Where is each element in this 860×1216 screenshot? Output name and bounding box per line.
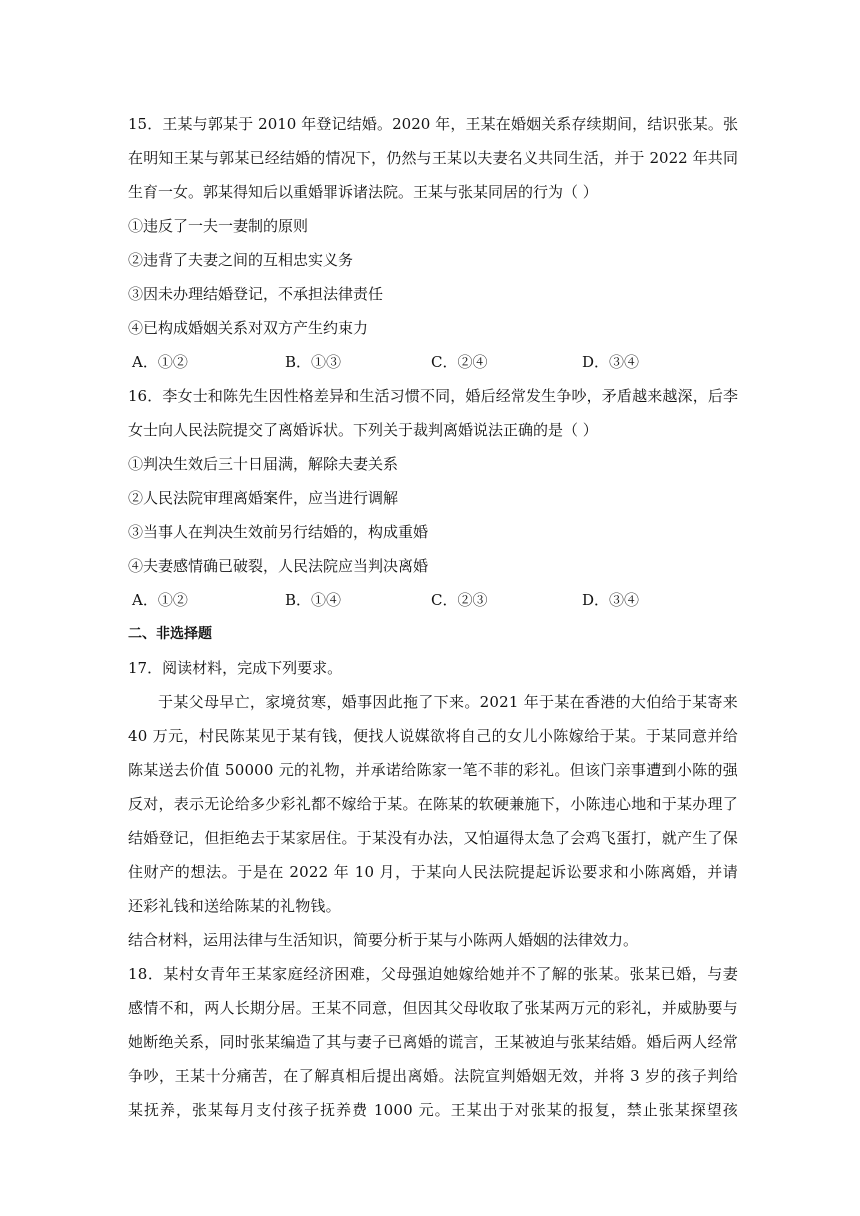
question-17-question: 结合材料，运用法律与生活知识，简要分析于某与小陈两人婚姻的法律效力。 [128, 931, 639, 949]
option-a: A．①② [132, 591, 188, 609]
material-line: 陈某送去价值 50000 元的礼物，并承诺给陈家一笔不菲的彩礼。但该门亲事遭到小陈的强 [128, 761, 738, 779]
option-c: C．②④ [431, 353, 488, 371]
section-title: 二、非选择题 [128, 626, 212, 642]
question-15-options [128, 345, 738, 379]
question-15-item: ①违反了一夫一妻制的原则 [128, 217, 309, 235]
question-15-item: ④已构成婚姻关系对双方产生约束力 [128, 319, 369, 337]
option-d: D．③④ [582, 353, 640, 371]
question-18-line: 18．某村女青年王某家庭经济困难，父母强迫她嫁给她并不了解的张某。张某已婚，与妻 [128, 965, 738, 983]
question-17-material [128, 685, 738, 923]
question-15-stem-line: 在明知王某与郭某已经结婚的情况下，仍然与王某以夫妻名义共同生活，并于 2022 年共同 [128, 149, 738, 167]
question-18 [128, 957, 738, 1127]
question-16-item: ④夫妻感情确已破裂，人民法院应当判决离婚 [128, 557, 429, 575]
material-line: 反对，表示无论给多少彩礼都不嫁给于某。在陈某的软硬兼施下，小陈违心地和于某办理了 [128, 795, 738, 813]
option-d: D．③④ [582, 591, 640, 609]
question-16-options [128, 583, 738, 617]
option-c: C．②③ [431, 591, 488, 609]
question-15-stem-line: 生育一女。郭某得知后以重婚罪诉诸法院。王某与张某同居的行为（ ） [128, 183, 598, 201]
material-line: 住财产的想法。于是在 2022 年 10 月，于某向人民法院提起诉讼要求和小陈离婚，并请 [128, 863, 738, 881]
question-16 [128, 379, 738, 617]
question-17 [128, 651, 738, 957]
question-16-item: ①判决生效后三十日届满，解除夫妻关系 [128, 455, 399, 473]
question-16-item: ②人民法院审理离婚案件，应当进行调解 [128, 489, 399, 507]
material-line: 40 万元，村民陈某见于某有钱，便找人说媒欲将自己的女儿小陈嫁给于某。于某同意并给 [128, 727, 738, 745]
question-15-stem-line: 15．王某与郭某于 2010 年登记结婚。2020 年，王某在婚姻关系存续期间，结识张某。张 [128, 115, 738, 133]
question-16-item: ③当事人在判决生效前另行结婚的，构成重婚 [128, 523, 429, 541]
material-line: 结婚登记，但拒绝去于某家居住。于某没有办法，又怕逼得太急了会鸡飞蛋打，就产生了保 [128, 829, 738, 847]
question-16-stem-line: 16．李女士和陈先生因性格差异和生活习惯不同，婚后经常发生争吵，矛盾越来越深，后李 [128, 387, 738, 405]
question-18-line: 她断绝关系，同时张某编造了其与妻子已离婚的谎言，王某被迫与张某结婚。婚后两人经常 [128, 1033, 738, 1051]
question-16-stem-line: 女士向人民法院提交了离婚诉状。下列关于裁判离婚说法正确的是（ ） [128, 421, 598, 439]
material-line: 还彩礼钱和送给陈某的礼物钱。 [128, 897, 341, 915]
question-18-line: 感情不和，两人长期分居。王某不同意，但因其父母收取了张某两万元的彩礼，并威胁要与 [128, 999, 738, 1017]
material-line: 于某父母早亡，家境贫寒，婚事因此拖了下来。2021 年于某在香港的大伯给于某寄来 [158, 693, 738, 711]
question-15-item: ③因未办理结婚登记，不承担法律责任 [128, 285, 384, 303]
question-18-line: 某抚养，张某每月支付孩子抚养费 1000 元。王某出于对张某的报复，禁止张某探望孩 [128, 1101, 738, 1119]
document-content [128, 107, 738, 1127]
option-b: B．①③ [285, 353, 342, 371]
option-b: B．①④ [285, 591, 342, 609]
question-15-item: ②违背了夫妻之间的互相忠实义务 [128, 251, 354, 269]
question-18-line: 争吵，王某十分痛苦，在了解真相后提出离婚。法院宣判婚姻无效，并将 3 岁的孩子判给 [128, 1067, 738, 1085]
question-15 [128, 107, 738, 379]
question-17-stem: 17．阅读材料，完成下列要求。 [128, 659, 343, 677]
option-a: A．①② [132, 353, 188, 371]
